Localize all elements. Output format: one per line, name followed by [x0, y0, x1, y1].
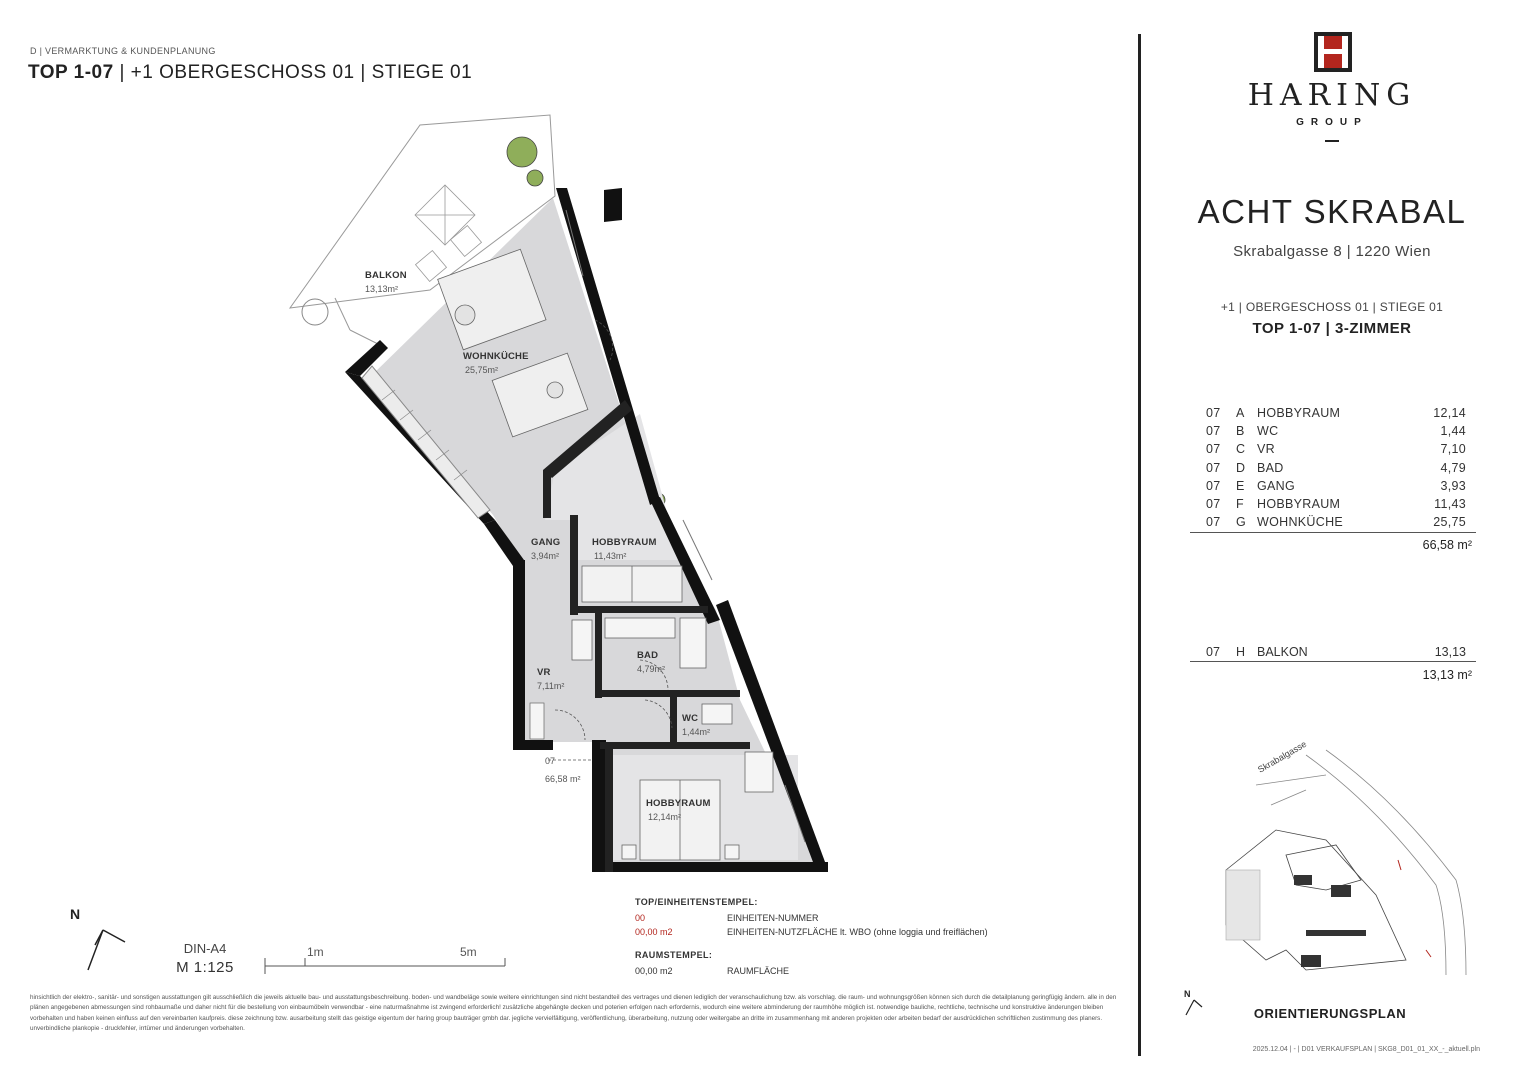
room-row: 07 B WC 1,44: [1206, 424, 1466, 439]
unit-stamp-number: 07: [545, 756, 556, 766]
room-area-vr: 7,11m²: [537, 681, 565, 691]
rooms-total: 66,58 m²: [1422, 538, 1472, 552]
room-label-balkon: BALKON: [365, 270, 407, 281]
disclaimer-text: hinsichtlich der elektro-, sanitär- und sonstigen ausstattungen gilt ausschließlich die jeweils aktuelle bau- und ausstattungsbeschreibung. boden- und wandbeläge sowie weitere einrichtungen sind nicht bestandteil des vertrages und dienen lediglich der veranschaulichung bzw. als vorschlag. die raum- und wohnungsgrößen können sich durch die detailplanung geringfügig ändern. alle in den plänen angegebenen abmessungen sind rohbaumaße und daher nicht für die bestellung von einbaumöbeln verwendbar - eine naturmaßnahme ist zwingend erforderlich! zusätzliche abgehängte decken und poterien erfolgen nach erfordernis, wodurch eine weitere abminderung der raumhöhe möglich ist. notwendige bauliche, rechtliche, technische und konstruktive änderungen bleiben vorbehalten und haben keinen einfluss auf den vereinbarten kaufpreis. diese zeichnung bzw. ausarbeitung stellt das geistige eigentum der haring group bauträger gmbh dar. jegliche vervielfältigung, veröffentlichung, überarbeitung, nutzung oder weitergabe an dritte im zusammenhang mit anderen projekten oder arbeiten bedarf der ausdrücklichen schriftlichen zustimmung des planers. unverbindliche plankopie - druckfehler, irrtümer und änderungen vorbehalten.: [30, 994, 1117, 1033]
project-name: ACHT SKRABAL: [1197, 193, 1467, 230]
room-area-wohnkueche: 25,75m²: [465, 365, 499, 375]
haring-logo-icon: [1314, 32, 1352, 72]
drain-icon: [302, 299, 328, 325]
title-floor: | +1 OBERGESCHOSS 01 | STIEGE 01: [113, 62, 473, 83]
stamp-row-number: 00 EINHEITEN-NUMMER: [635, 913, 819, 923]
room-label-wohnkueche: WOHNKÜCHE: [463, 351, 529, 362]
room-schedule: [1190, 406, 1476, 533]
unit-stamp-area: 66,58 m²: [545, 774, 581, 784]
stamp-row-room-area: 00,00 m2 RAUMFLÄCHE: [635, 966, 790, 976]
orientation-map: [1176, 738, 1476, 999]
room-area-balkon: 13,13m²: [365, 284, 399, 294]
north-arrow-icon: [88, 930, 125, 970]
room-row: 07 F HOBBYRAUM 11,43: [1206, 496, 1466, 511]
wardrobe: [530, 703, 544, 739]
orientation-label: ORIENTIERUNGSPLAN: [1253, 1006, 1407, 1021]
balkon-sum-line: [1190, 661, 1476, 662]
orientation-north-label: N: [1184, 989, 1191, 999]
stamp-heading: TOP/EINHEITENSTEMPEL:: [635, 897, 758, 907]
unit-number: TOP 1-07: [28, 62, 114, 83]
north-label: N: [70, 906, 81, 922]
unit-info: TOP 1-07 | 3-ZIMMER: [1252, 320, 1412, 337]
column-divider: [1138, 34, 1141, 1056]
balkon-total: 13,13 m²: [1422, 668, 1472, 682]
room-row: 07 D BAD 4,79: [1206, 460, 1466, 475]
rooms-sum-line: [1190, 532, 1476, 533]
orientation-north-icon: [1186, 1000, 1202, 1015]
scale-bar-1m: 1m: [307, 945, 324, 959]
balkon-row: 07 H BALKON 13,13: [1206, 645, 1466, 659]
room-label-gang: GANG: [531, 537, 561, 548]
logo-wordmark: HARING: [1247, 78, 1417, 113]
room-label-wc: WC: [682, 713, 699, 724]
paper-format: DIN-A4: [183, 941, 227, 956]
room-area-bad: 4,79m²: [637, 664, 666, 674]
room-label-vr: VR: [537, 667, 551, 678]
room-area-hobbyraum-2: 12,14m²: [648, 812, 682, 822]
room-stamp-heading: RAUMSTEMPEL:: [635, 950, 713, 960]
room-label-hobbyraum-1: HOBBYRAUM: [592, 537, 657, 548]
room-label-hobbyraum-2: HOBBYRAUM: [646, 798, 711, 809]
logo-dash: [1325, 140, 1339, 142]
street-label: Skrabalgasse: [1256, 738, 1309, 775]
document-section-label: D | VERMARKTUNG & KUNDENPLANUNG: [30, 46, 216, 56]
plan-scale: M 1:125: [176, 959, 234, 976]
floor-info: +1 | OBERGESCHOSS 01 | STIEGE 01: [1220, 300, 1444, 314]
logo-subtitle: GROUP: [1296, 117, 1368, 128]
room-area-gang: 3,94m²: [531, 551, 560, 561]
room-label-bad: BAD: [637, 650, 659, 661]
project-address: Skrabalgasse 8 | 1220 Wien: [1233, 243, 1431, 260]
room-area-hobbyraum-1: 11,43m²: [594, 551, 627, 561]
room-row: 07 C VR 7,10: [1206, 442, 1466, 457]
stamp-row-area: 00,00 m2 EINHEITEN-NUTZFLÄCHE lt. WBO (ohne loggia und freiflächen): [635, 927, 988, 937]
room-area-wc: 1,44m²: [682, 727, 711, 737]
file-reference: 2025.12.04 | - | D01 VERKAUFSPLAN | SKG8_D01_01_XX_-_aktuell.pln: [1252, 1046, 1480, 1053]
room-row: 07 E GANG 3,93: [1206, 478, 1466, 493]
scale-bar: [265, 958, 505, 974]
room-row: 07 G WOHNKÜCHE 25,75: [1206, 515, 1466, 530]
room-row: 07 A HOBBYRAUM 12,14: [1206, 406, 1466, 420]
scale-bar-5m: 5m: [460, 945, 477, 959]
